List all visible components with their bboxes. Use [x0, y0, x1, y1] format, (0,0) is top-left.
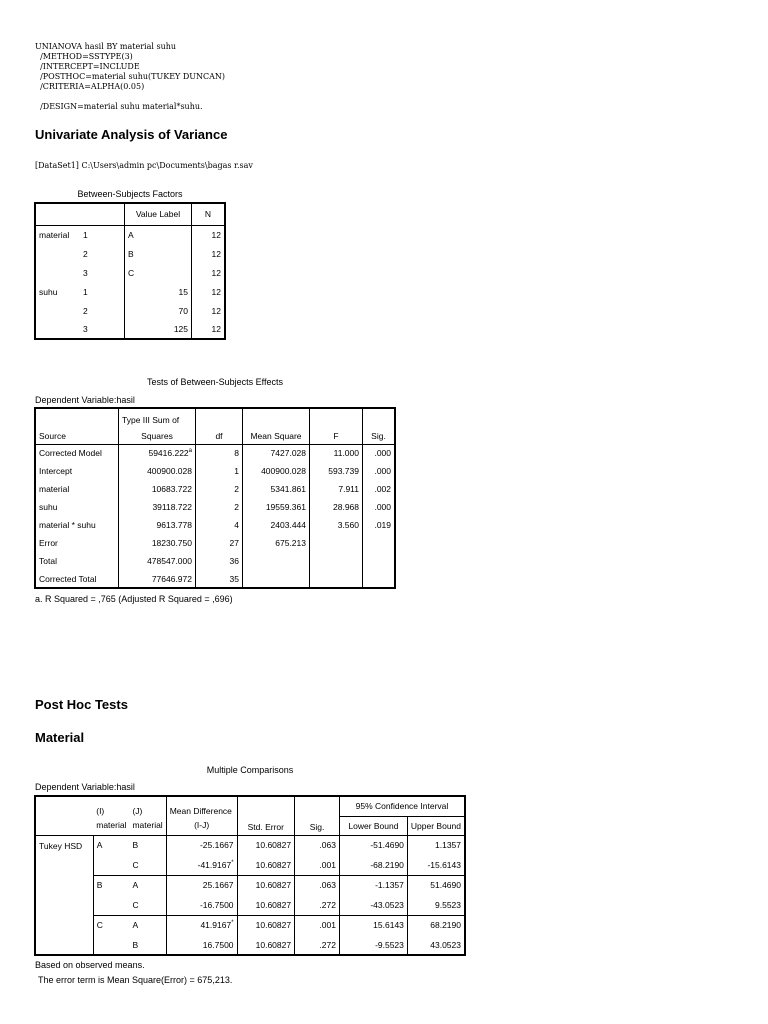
table-row: 2 B 12 [35, 244, 225, 263]
comparisons-footnote: Based on observed means. [35, 960, 145, 970]
dependent-variable-label: Dependent Variable:hasil [35, 782, 135, 792]
syntax-line: /INTERCEPT=INCLUDE [35, 62, 140, 71]
effects-table [34, 407, 396, 589]
header-cell: Sig. [371, 430, 386, 441]
table-header-row [35, 796, 465, 816]
header-cell: Lower Bound [339, 816, 407, 835]
dataset-path: [DataSet1] C:\Users\admin pc\Documents\bagas r.sav [35, 161, 253, 170]
table-row: 3 125 12 [35, 320, 225, 339]
comparisons-table [34, 795, 466, 956]
syntax-block [35, 42, 225, 112]
section-title: Univariate Analysis of Variance [35, 127, 228, 142]
factors-table [34, 202, 226, 340]
header-cell: (I) [96, 806, 105, 816]
table-header-row [35, 408, 395, 444]
table-row: material 1 A 12 [35, 225, 225, 244]
header-cell: Mean Square [243, 408, 310, 444]
header-cell: Std. Error [237, 796, 295, 835]
effects-table-title: Tests of Between-Subjects Effects [147, 377, 283, 387]
syntax-line: /DESIGN=material suhu material*suhu. [35, 102, 203, 111]
table-row: B 16.7500 10.60827 .272 -9.5523 43.0523 [35, 935, 465, 955]
comparisons-footnote: The error term is Mean Square(Error) = 675,213. [38, 975, 233, 985]
table-row: 3 C 12 [35, 263, 225, 282]
factors-table-title: Between-Subjects Factors [77, 189, 183, 199]
header-cell: Mean Difference [166, 796, 237, 816]
dependent-variable-label: Dependent Variable:hasil [35, 395, 135, 405]
table-row: suhu 39118.722 2 19559.361 28.968 .000 [35, 498, 395, 516]
header-cell: (I-J) [166, 816, 237, 835]
table-row: Corrected Total 77646.972 35 [35, 570, 395, 588]
header-cell: (J) [132, 806, 143, 816]
header-cell: F [310, 408, 363, 444]
table-row: B A 25.1667 10.60827 .063 -1.1357 51.4690 [35, 875, 465, 895]
table-row: C A 41.9167* 10.60827 .001 15.6143 68.2190 [35, 915, 465, 935]
effects-footnote: a. R Squared = ,765 (Adjusted R Squared = ,696) [35, 594, 233, 604]
header-cell: Value Label [125, 203, 192, 225]
syntax-line: /CRITERIA=ALPHA(0.05) [35, 82, 145, 91]
syntax-line: /POSTHOC=material suhu(TUKEY DUNCAN) [35, 72, 226, 81]
table-header-row [35, 203, 225, 225]
table-row: Error 18230.750 27 675.213 [35, 534, 395, 552]
material-title: Material [35, 730, 85, 745]
confidence-interval-header: 95% Confidence Interval [339, 796, 465, 816]
table-row: material 10683.722 2 5341.861 7.911 .002 [35, 480, 395, 498]
header-cell: material [93, 816, 129, 835]
header-cell: N [204, 209, 212, 220]
table-row: suhu 1 15 12 [35, 282, 225, 301]
method-label: Tukey HSD [35, 835, 93, 955]
table-row: Total 478547.000 36 [35, 552, 395, 570]
table-row: Intercept 400900.028 1 400900.028 593.739 .000 [35, 462, 395, 480]
syntax-line: UNIANOVA hasil BY material suhu [35, 42, 177, 51]
table-row: Tukey HSD A B -25.1667 10.60827 .063 -51.4690 1.1357 [35, 835, 465, 855]
header-cell: Upper Bound [407, 816, 465, 835]
table-row: material * suhu 9613.778 4 2403.444 3.560 .019 [35, 516, 395, 534]
header-cell: df [196, 408, 243, 444]
post-hoc-title: Post Hoc Tests [35, 697, 128, 712]
table-row: 2 70 12 [35, 301, 225, 320]
table-row: C -16.7500 10.60827 .272 -43.0523 9.5523 [35, 895, 465, 915]
comparisons-table-title: Multiple Comparisons [206, 765, 294, 775]
table-row: C -41.9167* 10.60827 .001 -68.2190 -15.6143 [35, 855, 465, 875]
table-row: Corrected Model 59416.222$^a$ 8 7427.028 11.000 .000 [35, 444, 395, 462]
header-cell: Source [39, 430, 66, 441]
syntax-line: /METHOD=SSTYPE(3) [35, 52, 133, 61]
header-cell: Type III Sum of Squares [119, 408, 196, 444]
header-cell: Sig. [295, 796, 340, 835]
header-cell: material [129, 816, 166, 835]
